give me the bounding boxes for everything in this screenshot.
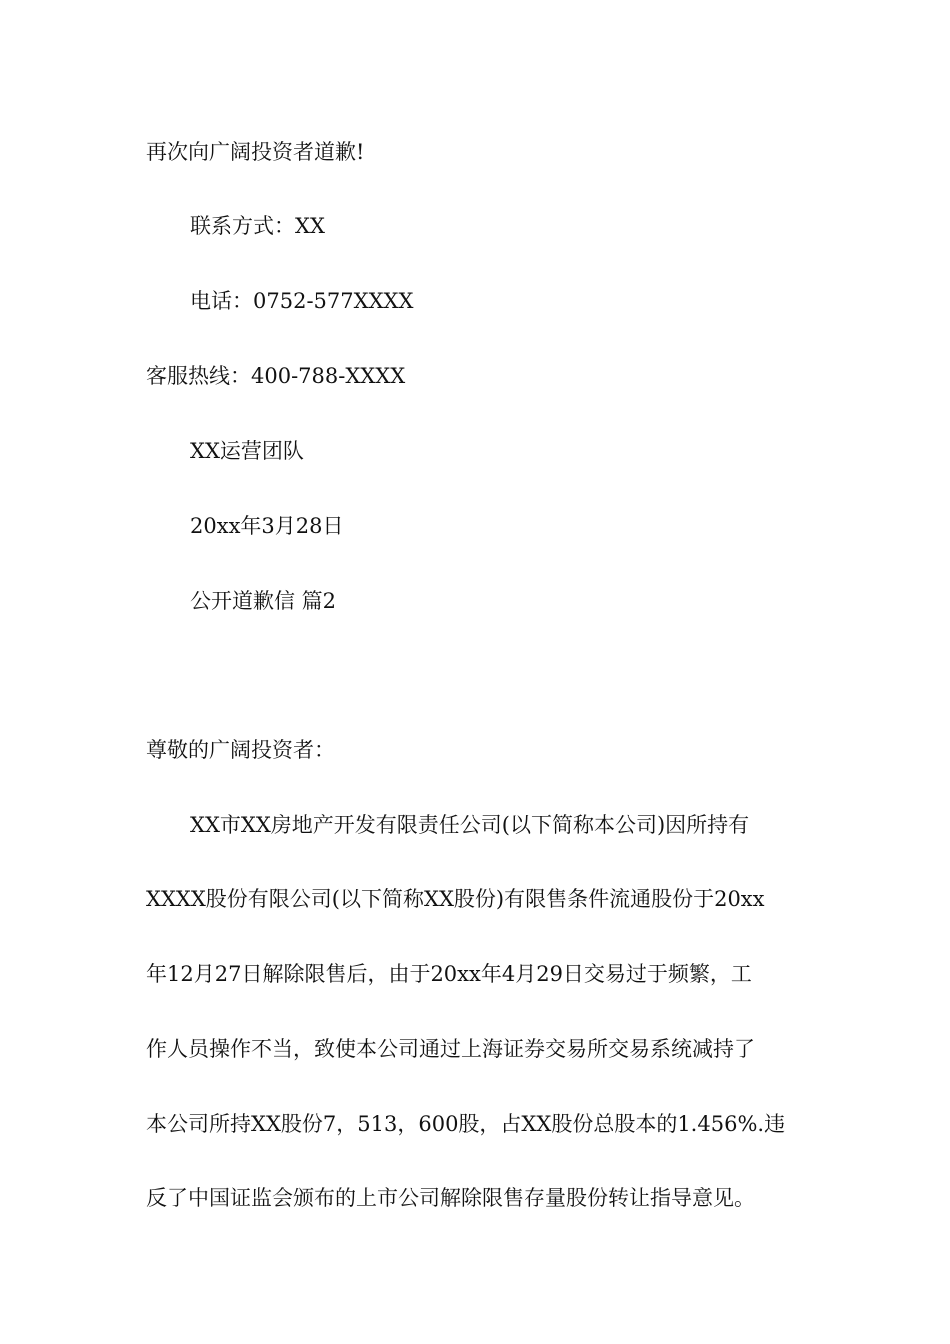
paragraph-row: XXXX股份有限公司(以下简称XX股份)有限售条件流通股份于20xx bbox=[146, 887, 765, 911]
paragraph-row: 本公司所持XX股份7，513，600股，占XX股份总股本的1.456%.违 bbox=[146, 1112, 786, 1136]
paragraph-row: 反了中国证监会颁布的上市公司解除限售存量股份转让指导意见。 bbox=[146, 1186, 755, 1210]
date: 20xx年3月28日 bbox=[190, 514, 344, 538]
contact-method: 联系方式：XX bbox=[190, 214, 325, 238]
phone: 电话：0752-577XXXX bbox=[190, 289, 414, 313]
salutation: 尊敬的广阔投资者： bbox=[146, 738, 335, 762]
paragraph-row: 年12月27日解除限售后，由于20xx年4月29日交易过于频繁，工 bbox=[146, 962, 752, 986]
team-signature: XX运营团队 bbox=[190, 439, 304, 463]
hotline: 客服热线：400-788-XXXX bbox=[146, 364, 406, 388]
paragraph-row: 作人员操作不当，致使本公司通过上海证券交易所交易系统减持了 bbox=[146, 1037, 755, 1061]
paragraph-row: XX市XX房地产开发有限责任公司(以下简称本公司)因所持有 bbox=[190, 813, 750, 837]
section-heading: 公开道歉信 篇2 bbox=[190, 589, 337, 613]
closing-apology: 再次向广阔投资者道歉! bbox=[146, 140, 365, 164]
